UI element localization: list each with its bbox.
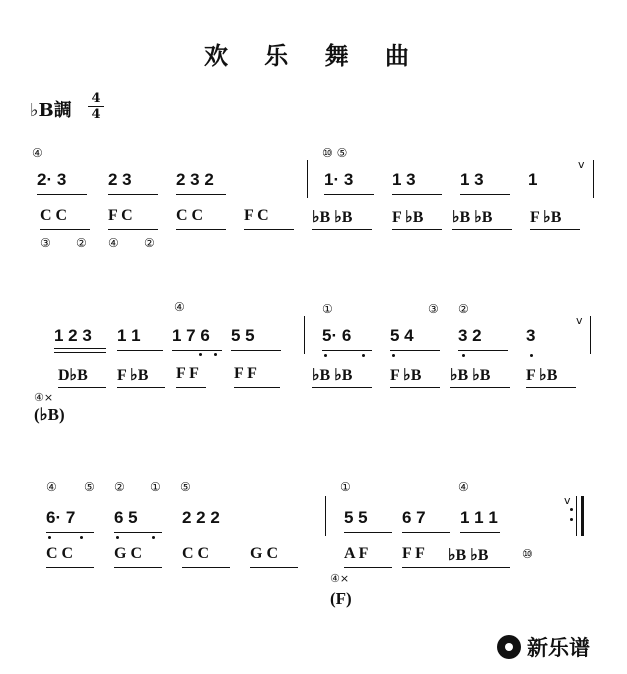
alternate-chord: (F) [330,589,352,608]
note-group: 1 2 3 [54,326,92,345]
music-disc-icon [497,635,521,659]
chord-symbol: D♭B [58,367,88,384]
chord-symbol: A F [344,545,369,562]
chord-symbol: F C [244,207,269,224]
key-signature: ♭B調 [30,100,72,121]
breath-mark: v [576,314,583,327]
breath-mark: v [578,158,585,171]
fingering-mark: ⑩ [522,547,533,561]
fingering-mark: ② [144,236,155,250]
fingering-mark: ② [458,302,469,316]
chord-symbol: G C [250,545,278,562]
barline [576,496,577,536]
note-group: 1 7 6 [172,326,210,345]
chord-symbol: F ♭B [117,367,149,384]
chord-symbol: C C [46,545,74,562]
fingering-mark: ④ [46,480,57,494]
note-group: 1· 3 [324,170,354,189]
fingering-mark: ④ [174,300,185,314]
chord-symbol: ♭B ♭B [312,209,353,226]
fingering-mark: ① [340,480,351,494]
alternate-mark: ④× [330,572,350,585]
note-group: 6· 7 [46,508,76,527]
chord-symbol: F F [402,545,425,562]
fingering-mark: ⑤ [180,480,191,494]
note-group: 5 5 [231,326,255,345]
chord-symbol: ♭B ♭B [312,367,353,384]
note-group: 2 3 2 [176,170,214,189]
fingering-mark: ① [150,480,161,494]
note-group: 5 4 [390,326,414,345]
note-group: 5 5 [344,508,368,527]
fingering-mark: ① [322,302,333,316]
note-group: 2 3 [108,170,132,189]
alternate-mark: ④× [34,391,54,404]
fingering-mark: ⑤ [84,480,95,494]
note-group: 1 1 1 [460,508,498,527]
chord-symbol: F ♭B [526,367,558,384]
chord-symbol: ♭B ♭B [452,209,493,226]
chord-symbol: F ♭B [530,209,562,226]
note-group: 1 1 [117,326,141,345]
note-group: 1 [528,170,538,189]
barline [307,160,308,198]
note-group: 3 [526,326,536,345]
chord-symbol: F ♭B [390,367,422,384]
barline [593,160,594,198]
breath-mark: v [564,494,571,507]
logo-text: 新乐谱 [527,636,590,660]
fingering-mark: ④ [32,146,43,160]
fingering-mark: ③ [40,236,51,250]
barline [325,496,326,536]
final-barline [581,496,584,536]
fingering-mark: ④ [108,236,119,250]
alternate-chord: (♭B) [34,405,65,424]
fingering-mark: ② [114,480,125,494]
note-group: 3 2 [458,326,482,345]
fingering-mark: ⑩ ⑤ [322,146,348,160]
note-group: 5· 6 [322,326,352,345]
note-group: 6 5 [114,508,138,527]
chord-symbol: F F [234,365,257,382]
chord-symbol: ♭B ♭B [450,367,491,384]
barline [590,316,591,354]
note-group: 2 2 2 [182,508,220,527]
note-group: 2· 3 [37,170,67,189]
note-group: 1 3 [392,170,416,189]
barline [304,316,305,354]
chord-symbol: ♭B ♭B [448,547,489,564]
chord-symbol: F C [108,207,133,224]
chord-symbol: C C [40,207,68,224]
chord-symbol: F ♭B [392,209,424,226]
fingering-mark: ④ [458,480,469,494]
time-signature: 4 4 [88,92,104,121]
page-title: 欢 乐 舞 曲 [203,41,424,70]
chord-symbol: C C [176,207,204,224]
note-group: 6 7 [402,508,426,527]
fingering-mark: ③ [428,302,439,316]
fingering-mark: ② [76,236,87,250]
chord-symbol: F F [176,365,199,382]
site-logo [497,632,590,662]
chord-symbol: C C [182,545,210,562]
chord-symbol: G C [114,545,142,562]
note-group: 1 3 [460,170,484,189]
